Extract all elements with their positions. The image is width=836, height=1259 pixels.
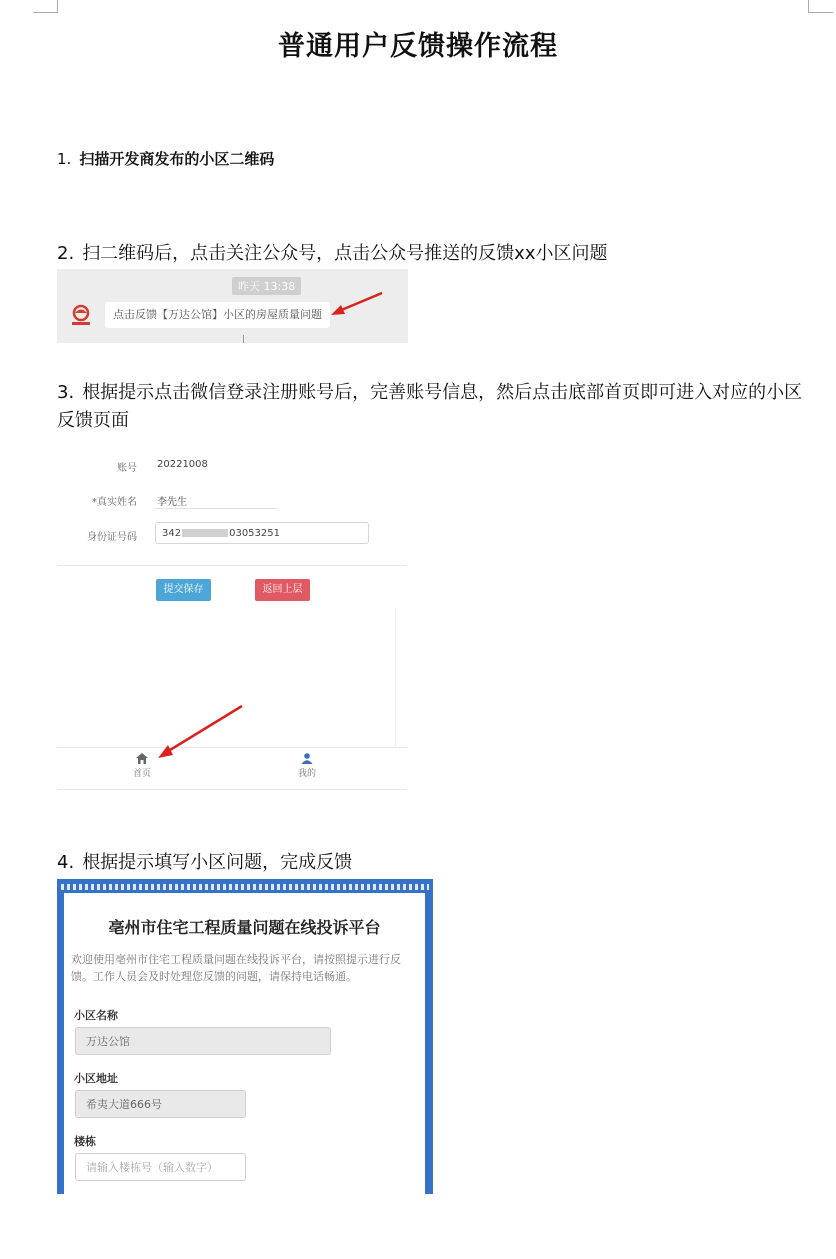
building-label: 楼栋 xyxy=(74,1135,96,1148)
step-number: 4. xyxy=(57,852,75,873)
step-text: 扫描开发商发布的小区二维码 xyxy=(79,150,275,168)
tab-home-label: 首页 xyxy=(132,769,151,779)
step-number: 1. xyxy=(57,150,72,168)
community-address-field[interactable]: 希夷大道666号 xyxy=(75,1090,246,1118)
id-number-prefix: 342 xyxy=(162,528,182,539)
platform-card xyxy=(64,893,425,1194)
page-corner-mark-right xyxy=(808,0,833,13)
platform-description: 欢迎使用亳州市住宅工程质量问题在线投诉平台，请按照提示进行反馈。工作人员会及时处理您反馈的问题，请保持电话畅通。 xyxy=(71,953,401,983)
step-number: 3. xyxy=(57,382,75,403)
account-info-screenshot xyxy=(57,448,407,791)
community-name-label: 小区名称 xyxy=(74,1009,118,1022)
wechat-chat-screenshot xyxy=(57,269,408,343)
step-3 xyxy=(57,379,817,435)
community-address-label: 小区地址 xyxy=(74,1072,118,1085)
step-text: 根据提示填写小区问题，完成反馈 xyxy=(82,852,353,873)
community-name-field[interactable]: 万达公馆 xyxy=(75,1027,331,1055)
document-title: 普通用户反馈操作流程 xyxy=(278,31,558,62)
step-2 xyxy=(57,240,608,268)
real-name-label: *真实姓名 xyxy=(92,497,137,508)
tab-mine-label: 我的 xyxy=(297,769,316,779)
step-1 xyxy=(57,145,274,173)
complaint-platform-screenshot xyxy=(57,879,433,1194)
step-text: 扫二维码后，点击关注公众号，点击公众号推送的反馈xx小区问题 xyxy=(82,243,608,264)
building-input[interactable]: 请输入楼栋号（输入数字） xyxy=(75,1153,246,1181)
submit-save-button[interactable]: 提交保存 xyxy=(156,579,211,601)
platform-title: 亳州市住宅工程质量问题在线投诉平台 xyxy=(108,918,381,937)
id-number-label: 身份证号码 xyxy=(87,532,137,543)
chat-message-link[interactable]: 点击反馈【万达公馆】小区的房屋质量问题 xyxy=(105,302,330,328)
step-number: 2. xyxy=(57,243,75,264)
page-corner-mark-left xyxy=(33,0,58,13)
red-arrow-icon xyxy=(57,448,407,791)
red-arrow-icon xyxy=(57,269,408,343)
account-value: 20221008 xyxy=(157,459,208,470)
id-number-suffix: 03053251 xyxy=(229,528,280,539)
chat-timestamp: 昨天 13:38 xyxy=(232,277,301,295)
decorative-border xyxy=(61,884,429,890)
account-label: 账号 xyxy=(117,463,137,474)
step-text: 根据提示点击微信登录注册账号后，完善账号信息，然后点击底部首页即可进入对应的小区反馈页面 xyxy=(57,382,803,431)
step-4 xyxy=(57,849,352,877)
real-name-value[interactable]: 李先生 xyxy=(157,497,187,508)
go-back-button[interactable]: 返回上层 xyxy=(255,579,310,601)
